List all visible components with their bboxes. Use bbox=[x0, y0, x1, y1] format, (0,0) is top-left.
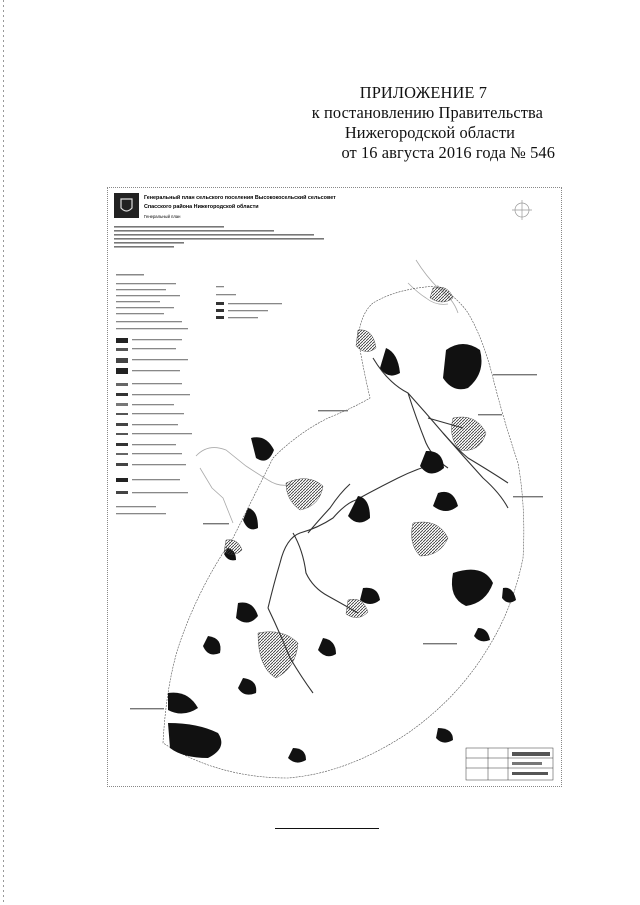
signature-line bbox=[275, 828, 379, 829]
north-arrow-icon bbox=[512, 200, 532, 220]
map-title-line2: Спасского района Нижегородской области bbox=[144, 204, 259, 210]
map-drawing bbox=[108, 188, 563, 788]
map-subtitle: Генеральный план bbox=[144, 214, 181, 219]
emblem-block bbox=[114, 193, 139, 218]
page-edge-perforation bbox=[3, 0, 4, 905]
dark-land-areas bbox=[168, 344, 516, 763]
heading-line-date: от 16 августа 2016 года № 546 bbox=[341, 143, 555, 162]
settlement-areas bbox=[224, 287, 486, 678]
title-block-stamp bbox=[466, 748, 553, 780]
map-sheet bbox=[107, 187, 562, 787]
appendix-title: ПРИЛОЖЕНИЕ 7 bbox=[359, 83, 487, 102]
heading-line-region: Нижегородской области bbox=[344, 123, 515, 142]
map-legend bbox=[116, 274, 282, 514]
river-lines bbox=[196, 260, 458, 523]
document-heading bbox=[312, 83, 555, 163]
map-description-lines bbox=[114, 226, 324, 248]
heading-line-resolution: к постановлению Правительства bbox=[311, 103, 543, 122]
road-network bbox=[268, 358, 508, 693]
map-title-line1: Генеральный план сельского поселения Высококосельский сельсовет bbox=[144, 195, 336, 201]
